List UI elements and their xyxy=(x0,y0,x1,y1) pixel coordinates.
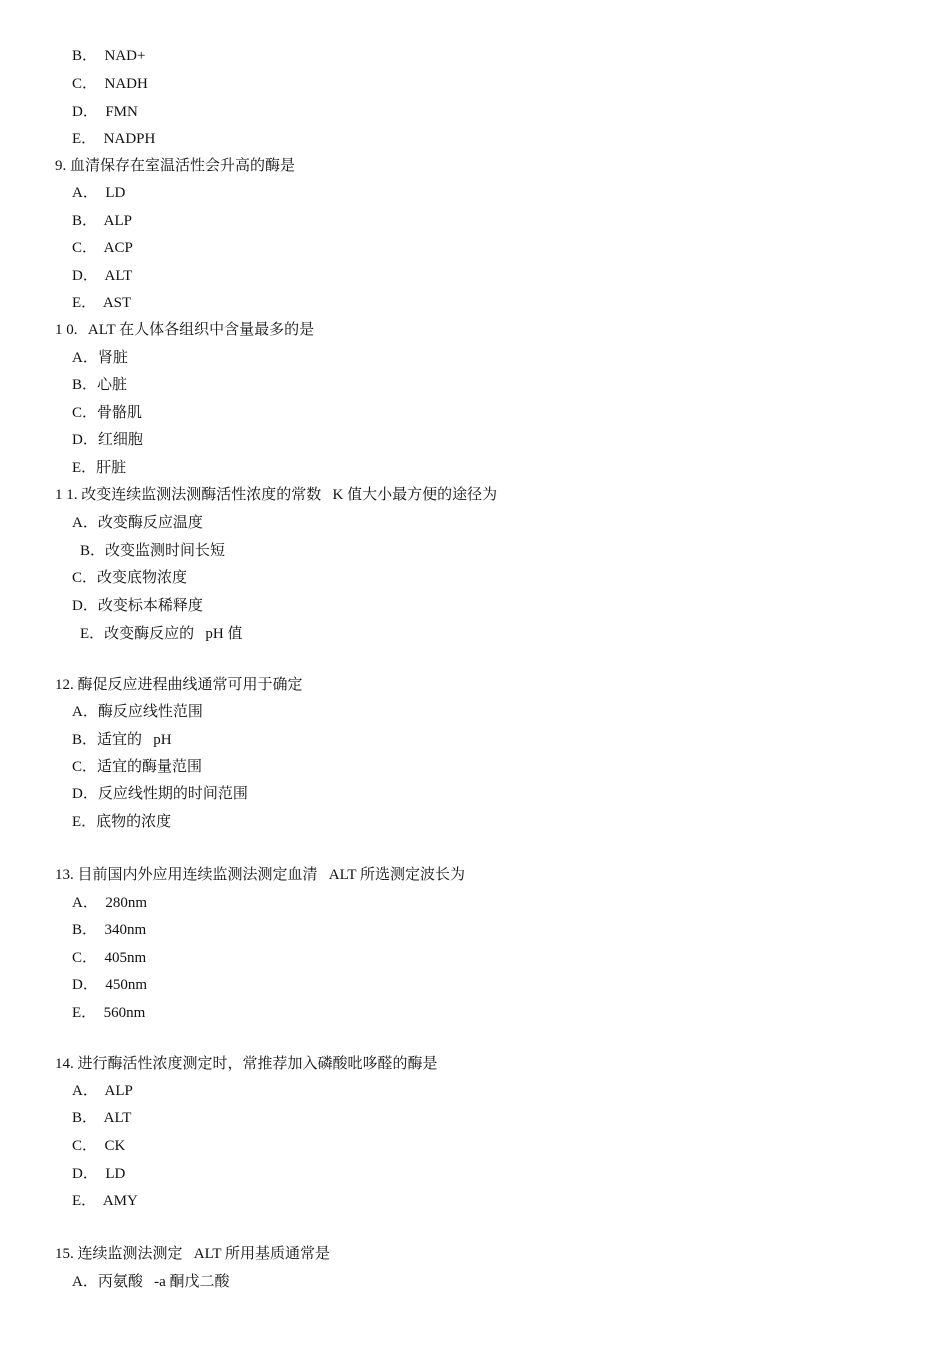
option-line: E．肝脏 xyxy=(72,460,127,476)
option-line: E．改变酶反应的 pH 值 xyxy=(80,626,243,642)
option-line: C． 405nm xyxy=(72,950,147,966)
option-line: A． 280nm xyxy=(72,895,148,911)
option-line: B．适宜的 pH xyxy=(72,732,172,748)
option-line: E．底物的浓度 xyxy=(72,814,172,830)
option-line: B．心脏 xyxy=(72,377,128,393)
question-line: 12. 酶促反应进程曲线通常可用于确定 xyxy=(55,677,303,693)
option-line: B．改变监测时间长短 xyxy=(80,543,226,559)
question-line: 13. 目前国内外应用连续监测法测定血清 ALT 所选测定波长为 xyxy=(55,867,466,883)
question-line: 14. 进行酶活性浓度测定时，常推荐加入磷酸吡哆醛的酶是 xyxy=(55,1056,438,1072)
option-line: B． ALP xyxy=(72,213,133,229)
option-line: A．改变酶反应温度 xyxy=(72,515,203,531)
option-line: A．肾脏 xyxy=(72,350,128,366)
option-line: D． FMN xyxy=(72,104,138,120)
option-line: A．丙氨酸 -a 酮戊二酸 xyxy=(72,1274,230,1290)
option-line: A．酶反应线性范围 xyxy=(72,704,203,720)
question-line: 1 1. 改变连续监测法测酶活性浓度的常数 K 值大小最方便的途径为 xyxy=(55,487,498,503)
option-line: B． ALT xyxy=(72,1110,132,1126)
option-line: C． CK xyxy=(72,1138,126,1154)
option-line: D． ALT xyxy=(72,268,133,284)
option-line: C．适宜的酶量范围 xyxy=(72,759,203,775)
option-line: B． 340nm xyxy=(72,922,147,938)
option-line: B． NAD+ xyxy=(72,48,146,64)
option-line: A． LD xyxy=(72,185,126,201)
option-line: E． 560nm xyxy=(72,1005,146,1021)
question-line: 1 0. ALT 在人体各组织中含量最多的是 xyxy=(55,322,315,338)
option-line: D．红细胞 xyxy=(72,432,143,448)
option-line: D． LD xyxy=(72,1166,126,1182)
option-line: E． AMY xyxy=(72,1193,138,1209)
option-line: C．骨骼肌 xyxy=(72,405,143,421)
option-line: E． AST xyxy=(72,295,132,311)
option-line: D．改变标本稀释度 xyxy=(72,598,203,614)
option-line: D． 450nm xyxy=(72,977,148,993)
question-line: 9. 血清保存在室温活性会升高的酶是 xyxy=(55,158,296,174)
option-line: A． ALP xyxy=(72,1083,133,1099)
option-line: C．改变底物浓度 xyxy=(72,570,188,586)
option-line: C． NADH xyxy=(72,76,148,92)
option-line: D．反应线性期的时间范围 xyxy=(72,786,248,802)
option-line: C． ACP xyxy=(72,240,133,256)
option-line: E． NADPH xyxy=(72,131,156,147)
question-line: 15. 连续监测法测定 ALT 所用基质通常是 xyxy=(55,1246,331,1262)
